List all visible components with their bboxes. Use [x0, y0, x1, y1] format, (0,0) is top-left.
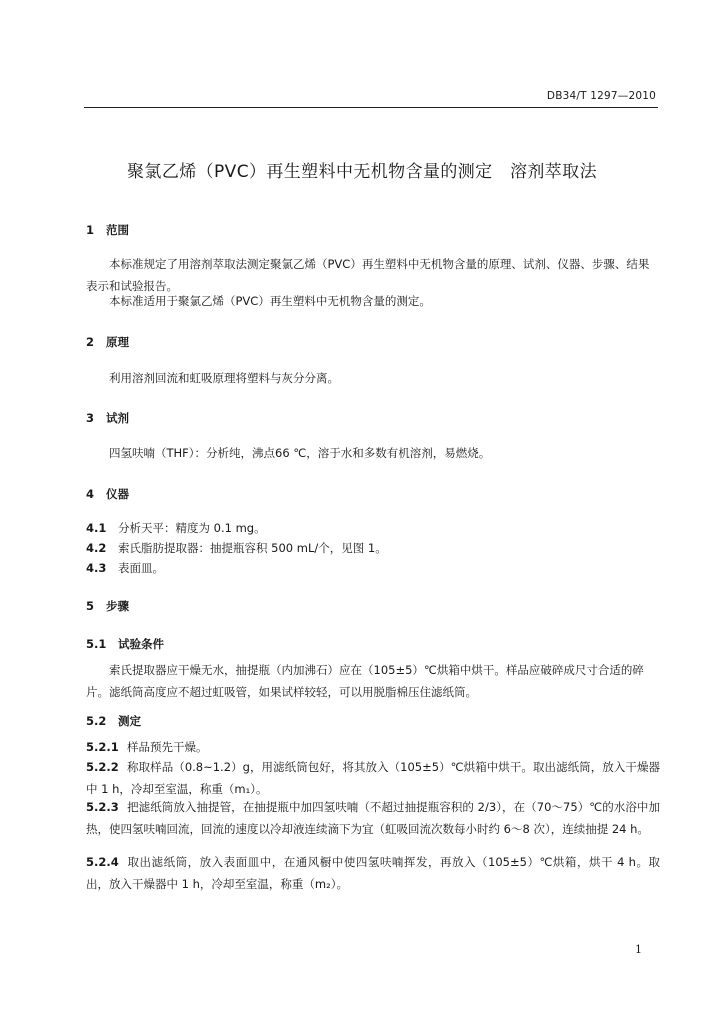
subsection-title: 测定 — [118, 714, 141, 728]
section-number: 5 — [86, 599, 95, 613]
page-title: 聚氯乙烯（PVC）再生塑料中无机物含量的测定 溶剂萃取法 — [127, 162, 597, 182]
subsection-title: 试验条件 — [118, 637, 164, 651]
header-rule — [84, 107, 658, 108]
section-heading-procedure — [86, 598, 129, 614]
apparatus-item — [86, 518, 660, 540]
principle-paragraph: 利用溶剂回流和虹吸原理将塑料与灰分分离。 — [109, 371, 339, 385]
section-heading-principle — [86, 334, 129, 350]
section-title: 步骤 — [106, 599, 129, 613]
apparatus-item — [86, 538, 660, 560]
step-number: 5.2.4 — [86, 855, 119, 869]
step-text: 取出滤纸筒，放入表面皿中，在通风橱中使四氢呋喃挥发，再放入（105±5）℃烘箱，烘干 4 h。取出，放入干燥器中 1 h，冷却至室温，称重（m₂）。 — [86, 855, 660, 891]
section-heading-reagents — [86, 410, 129, 426]
page-number: 1 — [635, 943, 642, 956]
reagents-paragraph: 四氢呋喃（THF）：分析纯，沸点66 ℃，溶于水和多数有机溶剂，易燃烧。 — [109, 446, 491, 460]
determination-step — [86, 737, 660, 759]
section-number: 4 — [86, 487, 95, 501]
section-title: 仪器 — [106, 487, 129, 501]
section-number: 3 — [86, 411, 95, 425]
item-number: 4.2 — [86, 541, 107, 555]
step-text: 把滤纸筒放入抽提管，在抽提瓶中加四氢呋喃（不超过抽提瓶容积的 2/3），在（70～75）℃的水浴中加热，使四氢呋喃回流，回流的速度以冷却液连续滴下为宜（虹吸回流次数每小时约 6～8 次），连续抽提 24 h。 — [86, 800, 660, 836]
test-conditions-paragraph: 索氏提取器应干燥无水，抽提瓶（内加沸石）应在（105±5）℃烘箱中烘干。样品应破碎成尺寸合适的碎片。滤纸筒高度应不超过虹吸管，如果试样较轻，可以用脱脂棉压住滤纸筒。 — [86, 663, 644, 699]
subsection-heading-test-conditions — [86, 636, 164, 652]
apparatus-item — [86, 558, 660, 580]
section-title: 试剂 — [106, 411, 129, 425]
step-text: 样品预先干燥。 — [127, 740, 208, 754]
item-number: 4.1 — [86, 521, 107, 535]
step-number: 5.2.3 — [86, 800, 119, 814]
subsection-number: 5.1 — [86, 637, 107, 651]
item-number: 4.3 — [86, 561, 107, 575]
section-number: 1 — [86, 223, 95, 237]
determination-step — [86, 757, 660, 800]
determination-step — [86, 852, 660, 895]
subsection-heading-determination — [86, 713, 141, 729]
step-number: 5.2.1 — [86, 740, 119, 754]
section-heading-scope — [86, 222, 129, 238]
item-text: 索氏脂肪提取器：抽提瓶容积 500 mL/个，见图 1。 — [118, 541, 387, 555]
item-text: 分析天平：精度为 0.1 mg。 — [118, 521, 266, 535]
item-text: 表面皿。 — [118, 561, 164, 575]
document-number: DB34/T 1297—2010 — [546, 90, 656, 102]
section-title: 范围 — [106, 223, 129, 237]
scope-paragraph-2: 本标准适用于聚氯乙烯（PVC）再生塑料中无机物含量的测定。 — [109, 294, 431, 308]
subsection-number: 5.2 — [86, 714, 107, 728]
section-heading-apparatus — [86, 486, 129, 502]
step-text: 称取样品（0.8~1.2）g，用滤纸筒包好，将其放入（105±5）℃烘箱中烘干。取出滤纸筒，放入干燥器中 1 h，冷却至室温，称重（m₁）。 — [86, 760, 660, 796]
determination-step — [86, 797, 660, 840]
step-number: 5.2.2 — [86, 760, 119, 774]
section-number: 2 — [86, 335, 95, 349]
section-title: 原理 — [106, 335, 129, 349]
scope-paragraph-1: 本标准规定了用溶剂萃取法测定聚氯乙烯（PVC）再生塑料中无机物含量的原理、试剂、仪器、步骤、结果表示和试验报告。 — [86, 257, 650, 293]
